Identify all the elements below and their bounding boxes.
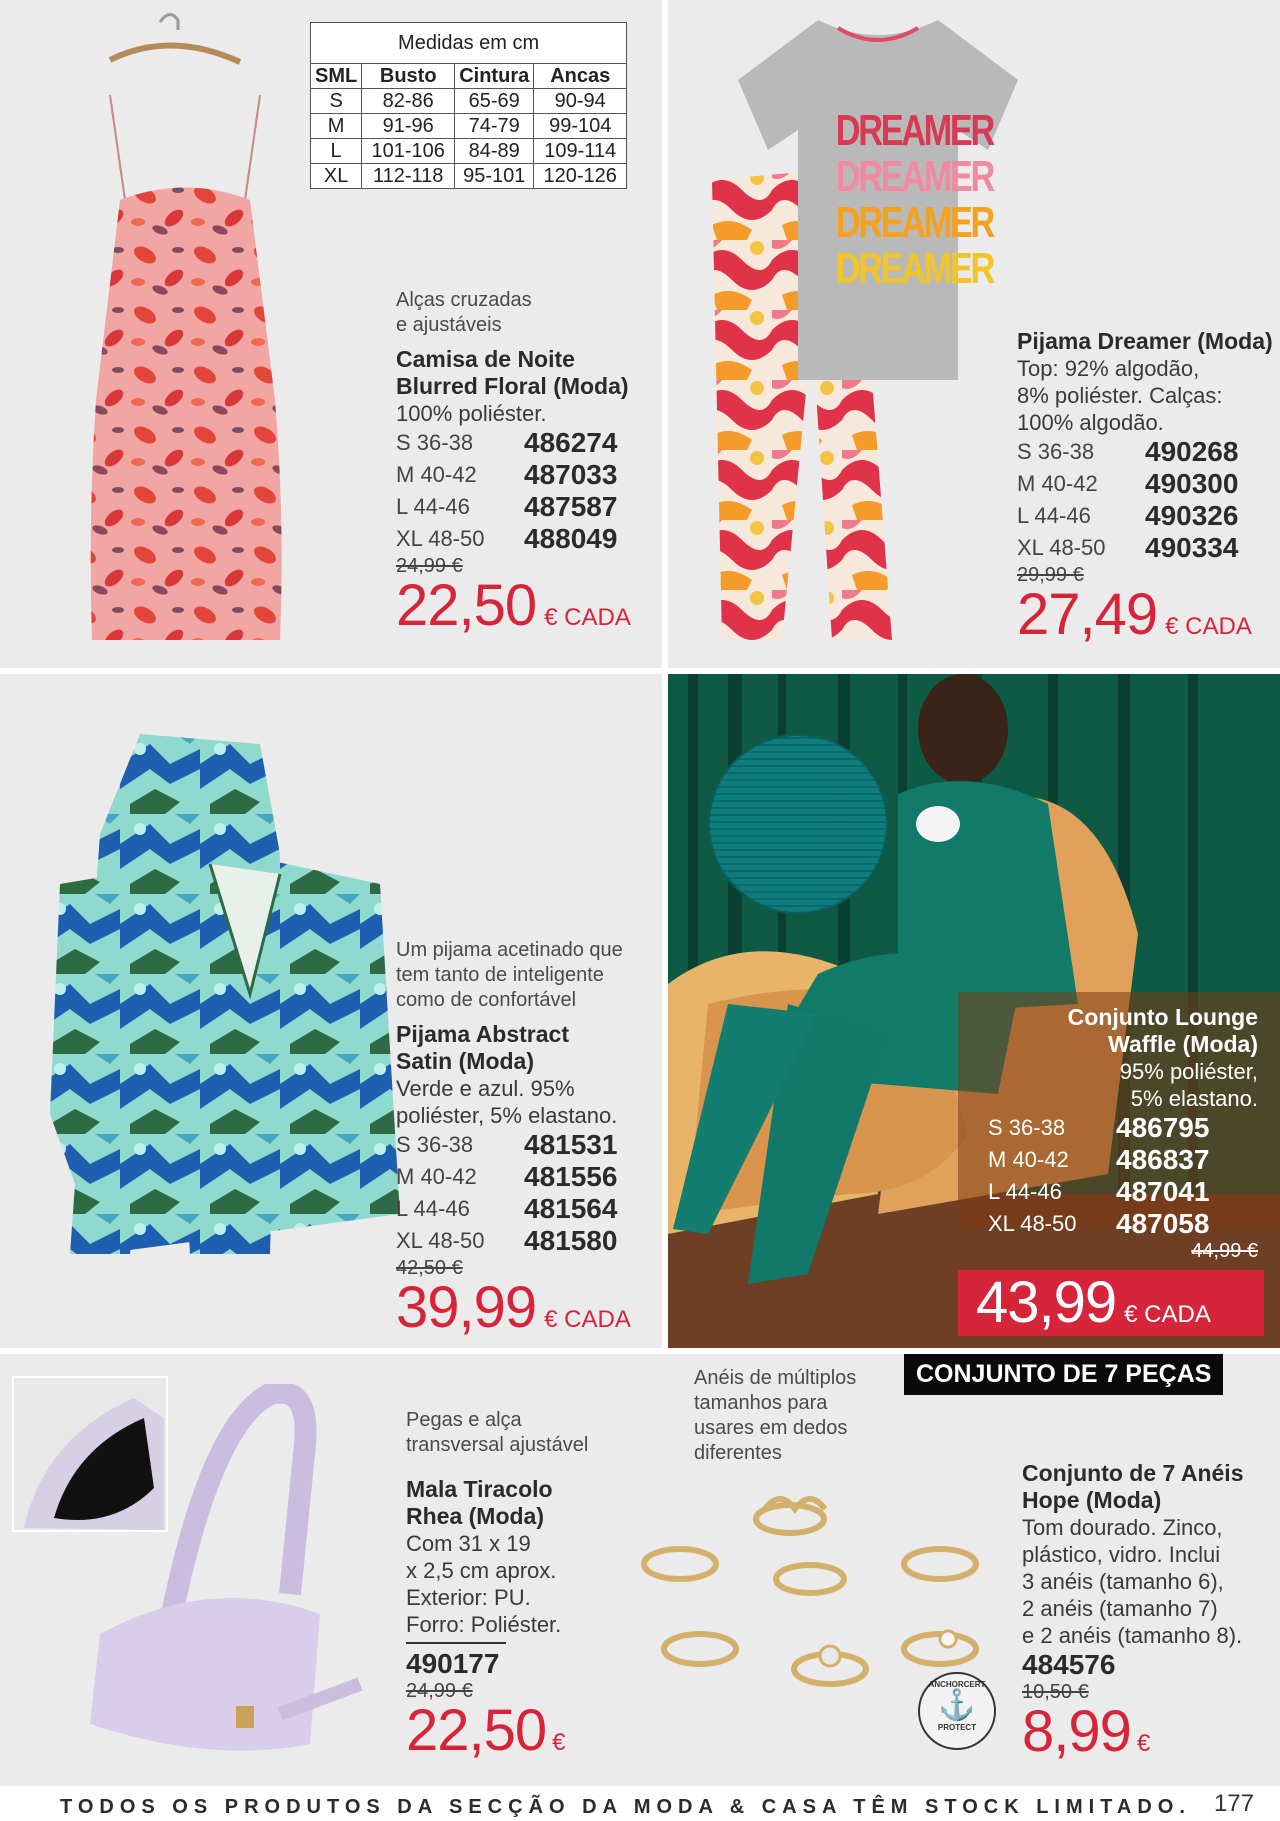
- dreamer-name: Pijama Dreamer (Moda): [1017, 328, 1273, 354]
- nightdress-name: [396, 346, 656, 400]
- size-row: [1017, 436, 1238, 468]
- bag-name: [406, 1476, 656, 1530]
- price-suffix: €: [1136, 1730, 1151, 1757]
- old-price: 44,99 €: [1191, 1240, 1258, 1262]
- size-label: XL 48-50: [1017, 535, 1106, 560]
- bag-desc: [406, 1530, 562, 1644]
- price: 8,99: [1022, 1699, 1131, 1764]
- name-line: Rhea (Moda): [406, 1503, 544, 1529]
- size-row: [1017, 500, 1238, 532]
- meas-row: [311, 114, 627, 139]
- meas-cell: L: [311, 139, 362, 164]
- desc-line: 100% algodão.: [1017, 410, 1164, 435]
- lounge-name: [968, 1004, 1258, 1058]
- desc-line: Top: 92% algodão,: [1017, 356, 1200, 381]
- abstract-info: [396, 938, 658, 1341]
- meas-cell: 99-104: [534, 114, 627, 139]
- meas-cell: 101-106: [362, 139, 455, 164]
- size-label: M 40-42: [396, 1164, 477, 1189]
- price: 43,99: [976, 1270, 1117, 1335]
- dreamer-sizes: [1017, 436, 1238, 564]
- desc-line: Exterior: PU.: [406, 1585, 531, 1610]
- price: 27,49: [1017, 582, 1158, 647]
- print-line: DREAMER: [835, 198, 993, 247]
- size-row: [396, 427, 617, 459]
- badge-text: ANCHORCERT: [928, 1680, 986, 1689]
- price: 22,50: [396, 573, 537, 638]
- anchor-icon: ⚓: [938, 1689, 976, 1722]
- meas-row: [311, 89, 627, 114]
- price-suffix: €: [552, 1729, 566, 1756]
- product-code: 490300: [1145, 468, 1239, 499]
- desc-line: 3 anéis (tamanho 6),: [1022, 1569, 1224, 1594]
- panel-nightdress: [0, 0, 662, 668]
- name-line: Conjunto de 7 Anéis: [1022, 1460, 1244, 1486]
- price-block: [1022, 1698, 1276, 1765]
- abstract-pajama-image: [40, 734, 400, 1294]
- set-tag: CONJUNTO DE 7 PEÇAS: [904, 1354, 1223, 1395]
- old-price: 42,50 €: [396, 1257, 463, 1279]
- desc-line: Tom dourado. Zinco,: [1022, 1515, 1223, 1540]
- size-label: L 44-46: [396, 1196, 470, 1221]
- meas-cell: 82-86: [362, 89, 455, 114]
- size-label: L 44-46: [988, 1179, 1062, 1204]
- size-label: XL 48-50: [396, 526, 485, 551]
- price: 22,50: [406, 1698, 547, 1763]
- rings-info: [1022, 1460, 1276, 1765]
- size-label: L 44-46: [396, 494, 470, 519]
- product-code: 486837: [1116, 1144, 1210, 1175]
- note-line: Um pijama acetinado que: [396, 939, 623, 961]
- panel-abstract: [0, 674, 662, 1348]
- note-line: Alças cruzadas: [396, 289, 532, 311]
- old-price: 24,99 €: [406, 1680, 473, 1702]
- meas-cell: XL: [311, 164, 362, 189]
- desc-line: plástico, vidro. Inclui: [1022, 1542, 1221, 1567]
- meas-cell: S: [311, 89, 362, 114]
- product-code: 490334: [1145, 532, 1239, 563]
- size-label: S 36-38: [396, 430, 474, 455]
- desc-line: e 2 anéis (tamanho 8).: [1022, 1623, 1243, 1648]
- meas-cell: 90-94: [534, 89, 627, 114]
- page-number: 177: [1213, 1790, 1254, 1817]
- abstract-note: [396, 938, 658, 1013]
- name-line: Conjunto Lounge: [1067, 1004, 1258, 1030]
- price-suffix: € CADA: [544, 604, 631, 631]
- meas-cell: 120-126: [534, 164, 627, 189]
- rings-desc: [1022, 1514, 1276, 1649]
- note-line: usares em dedos: [694, 1417, 848, 1439]
- measurements-table: [310, 22, 627, 189]
- size-label: S 36-38: [1017, 439, 1095, 464]
- product-code: 481531: [524, 1129, 618, 1160]
- bag-image: [60, 1384, 380, 1774]
- rings-name: [1022, 1460, 1276, 1514]
- price-suffix: € CADA: [1124, 1301, 1211, 1328]
- price-block: [396, 572, 656, 639]
- product-code: 487041: [1116, 1176, 1210, 1207]
- size-row: [396, 1129, 617, 1161]
- note-line: Pegas e alça: [406, 1409, 522, 1431]
- bag-note: [406, 1408, 656, 1458]
- meas-cell: 74-79: [455, 114, 534, 139]
- lounge-price-box: [958, 1270, 1264, 1336]
- badge-text: PROTECT: [937, 1723, 977, 1732]
- desc-line: poliéster, 5% elastano.: [396, 1103, 618, 1128]
- anchorcert-badge: [918, 1672, 996, 1750]
- desc-line: 8% poliéster. Calças:: [1017, 383, 1223, 408]
- nightdress-info: [396, 288, 656, 639]
- product-code: 486795: [1116, 1112, 1210, 1143]
- meas-cell: 84-89: [455, 139, 534, 164]
- meas-header: Cintura: [455, 64, 534, 89]
- panel-accessories: [0, 1354, 1280, 1786]
- old-price: 10,50 €: [1022, 1681, 1089, 1703]
- name-line: Blurred Floral (Moda): [396, 373, 629, 399]
- size-label: M 40-42: [1017, 471, 1098, 496]
- abstract-name: [396, 1021, 658, 1075]
- meas-cell: M: [311, 114, 362, 139]
- dreamer-desc: [1017, 355, 1277, 436]
- meas-header: SML: [311, 64, 362, 89]
- meas-row: [311, 139, 627, 164]
- size-label: S 36-38: [988, 1115, 1066, 1140]
- panel-lounge: [668, 674, 1280, 1348]
- waffle-swatch: [708, 734, 888, 914]
- lounge-sizes: [988, 1112, 1209, 1240]
- size-label: S 36-38: [396, 1132, 474, 1157]
- measurements-caption: Medidas em cm: [311, 23, 627, 64]
- meas-cell: 91-96: [362, 114, 455, 139]
- price-suffix: € CADA: [544, 1306, 631, 1333]
- note-line: Anéis de múltiplos: [694, 1367, 857, 1389]
- size-row: [988, 1208, 1209, 1240]
- nightdress-desc: 100% poliéster.: [396, 401, 547, 426]
- dreamer-print: [835, 106, 993, 293]
- product-code: 481556: [524, 1161, 618, 1192]
- price-block: [406, 1697, 656, 1764]
- abstract-desc: [396, 1075, 658, 1129]
- desc-line: Forro: Poliéster.: [406, 1612, 562, 1637]
- product-code: 487033: [524, 459, 618, 490]
- product-code: 490177: [406, 1648, 500, 1679]
- lounge-info: [968, 1004, 1258, 1263]
- size-row: [1017, 468, 1238, 500]
- desc-line: 5% elastano.: [1130, 1086, 1258, 1111]
- product-code: 488049: [524, 523, 618, 554]
- note-line: transversal ajustável: [406, 1434, 589, 1456]
- desc-line: 2 anéis (tamanho 7): [1022, 1596, 1218, 1621]
- meas-row: [311, 164, 627, 189]
- note-line: e ajustáveis: [396, 314, 502, 336]
- dreamer-info: [1017, 328, 1277, 648]
- nightdress-sizes: [396, 427, 617, 555]
- size-row: [396, 459, 617, 491]
- price-block: [396, 1274, 658, 1341]
- meas-header: Ancas: [534, 64, 627, 89]
- nightdress-note: [396, 288, 656, 338]
- print-line: DREAMER: [835, 244, 993, 293]
- desc-line: Verde e azul. 95%: [396, 1076, 575, 1101]
- desc-line: 95% poliéster,: [1119, 1059, 1258, 1084]
- meas-cell: 95-101: [455, 164, 534, 189]
- meas-cell: 112-118: [362, 164, 455, 189]
- size-row: [396, 1161, 617, 1193]
- size-label: M 40-42: [988, 1147, 1069, 1172]
- note-line: diferentes: [694, 1442, 782, 1464]
- bag-info: [406, 1408, 656, 1764]
- old-price: 29,99 €: [1017, 564, 1084, 586]
- name-line: Hope (Moda): [1022, 1487, 1162, 1513]
- panel-dreamer: [668, 0, 1280, 668]
- size-row: [396, 523, 617, 555]
- size-row: [396, 1193, 617, 1225]
- size-row: [396, 491, 617, 523]
- print-line: DREAMER: [835, 106, 993, 155]
- product-code: 490268: [1145, 436, 1239, 467]
- price: 39,99: [396, 1275, 537, 1340]
- size-label: XL 48-50: [396, 1228, 485, 1253]
- product-code: 481580: [524, 1225, 618, 1256]
- note-line: como de confortável: [396, 989, 577, 1011]
- size-row: [988, 1144, 1209, 1176]
- size-row: [396, 1225, 617, 1257]
- size-label: L 44-46: [1017, 503, 1091, 528]
- meas-header: Busto: [362, 64, 455, 89]
- price-block: [1017, 581, 1277, 648]
- meas-cell: 109-114: [534, 139, 627, 164]
- desc-line: x 2,5 cm aprox.: [406, 1558, 557, 1583]
- name-line: Mala Tiracolo: [406, 1476, 553, 1502]
- name-line: Camisa de Noite: [396, 346, 575, 372]
- meas-cell: 65-69: [455, 89, 534, 114]
- lounge-desc: [968, 1058, 1258, 1112]
- product-code: 487058: [1116, 1208, 1210, 1239]
- size-label: M 40-42: [396, 462, 477, 487]
- size-label: XL 48-50: [988, 1211, 1077, 1236]
- name-line: Satin (Moda): [396, 1048, 534, 1074]
- rings-note: [694, 1366, 934, 1466]
- product-code: 490326: [1145, 500, 1239, 531]
- desc-line: Com 31 x 19: [406, 1531, 531, 1556]
- name-line: Pijama Abstract: [396, 1021, 569, 1047]
- note-line: tamanhos para: [694, 1392, 828, 1414]
- product-code: 486274: [524, 427, 618, 458]
- size-row: [988, 1112, 1209, 1144]
- old-price: 24,99 €: [396, 555, 463, 577]
- footer: [0, 1790, 1280, 1821]
- footer-disclaimer: TODOS OS PRODUTOS DA SECÇÃO DA MODA & CASA TÊM STOCK LIMITADO.: [60, 1796, 1191, 1818]
- product-code: 487587: [524, 491, 618, 522]
- print-line: DREAMER: [835, 152, 993, 201]
- price-suffix: € CADA: [1165, 613, 1252, 640]
- product-code: 481564: [524, 1193, 618, 1224]
- size-row: [1017, 532, 1238, 564]
- size-row: [988, 1176, 1209, 1208]
- product-code: 484576: [1022, 1649, 1116, 1680]
- abstract-sizes: [396, 1129, 617, 1257]
- name-line: Waffle (Moda): [1108, 1031, 1258, 1057]
- nightdress-image: [70, 0, 300, 660]
- note-line: tem tanto de inteligente: [396, 964, 604, 986]
